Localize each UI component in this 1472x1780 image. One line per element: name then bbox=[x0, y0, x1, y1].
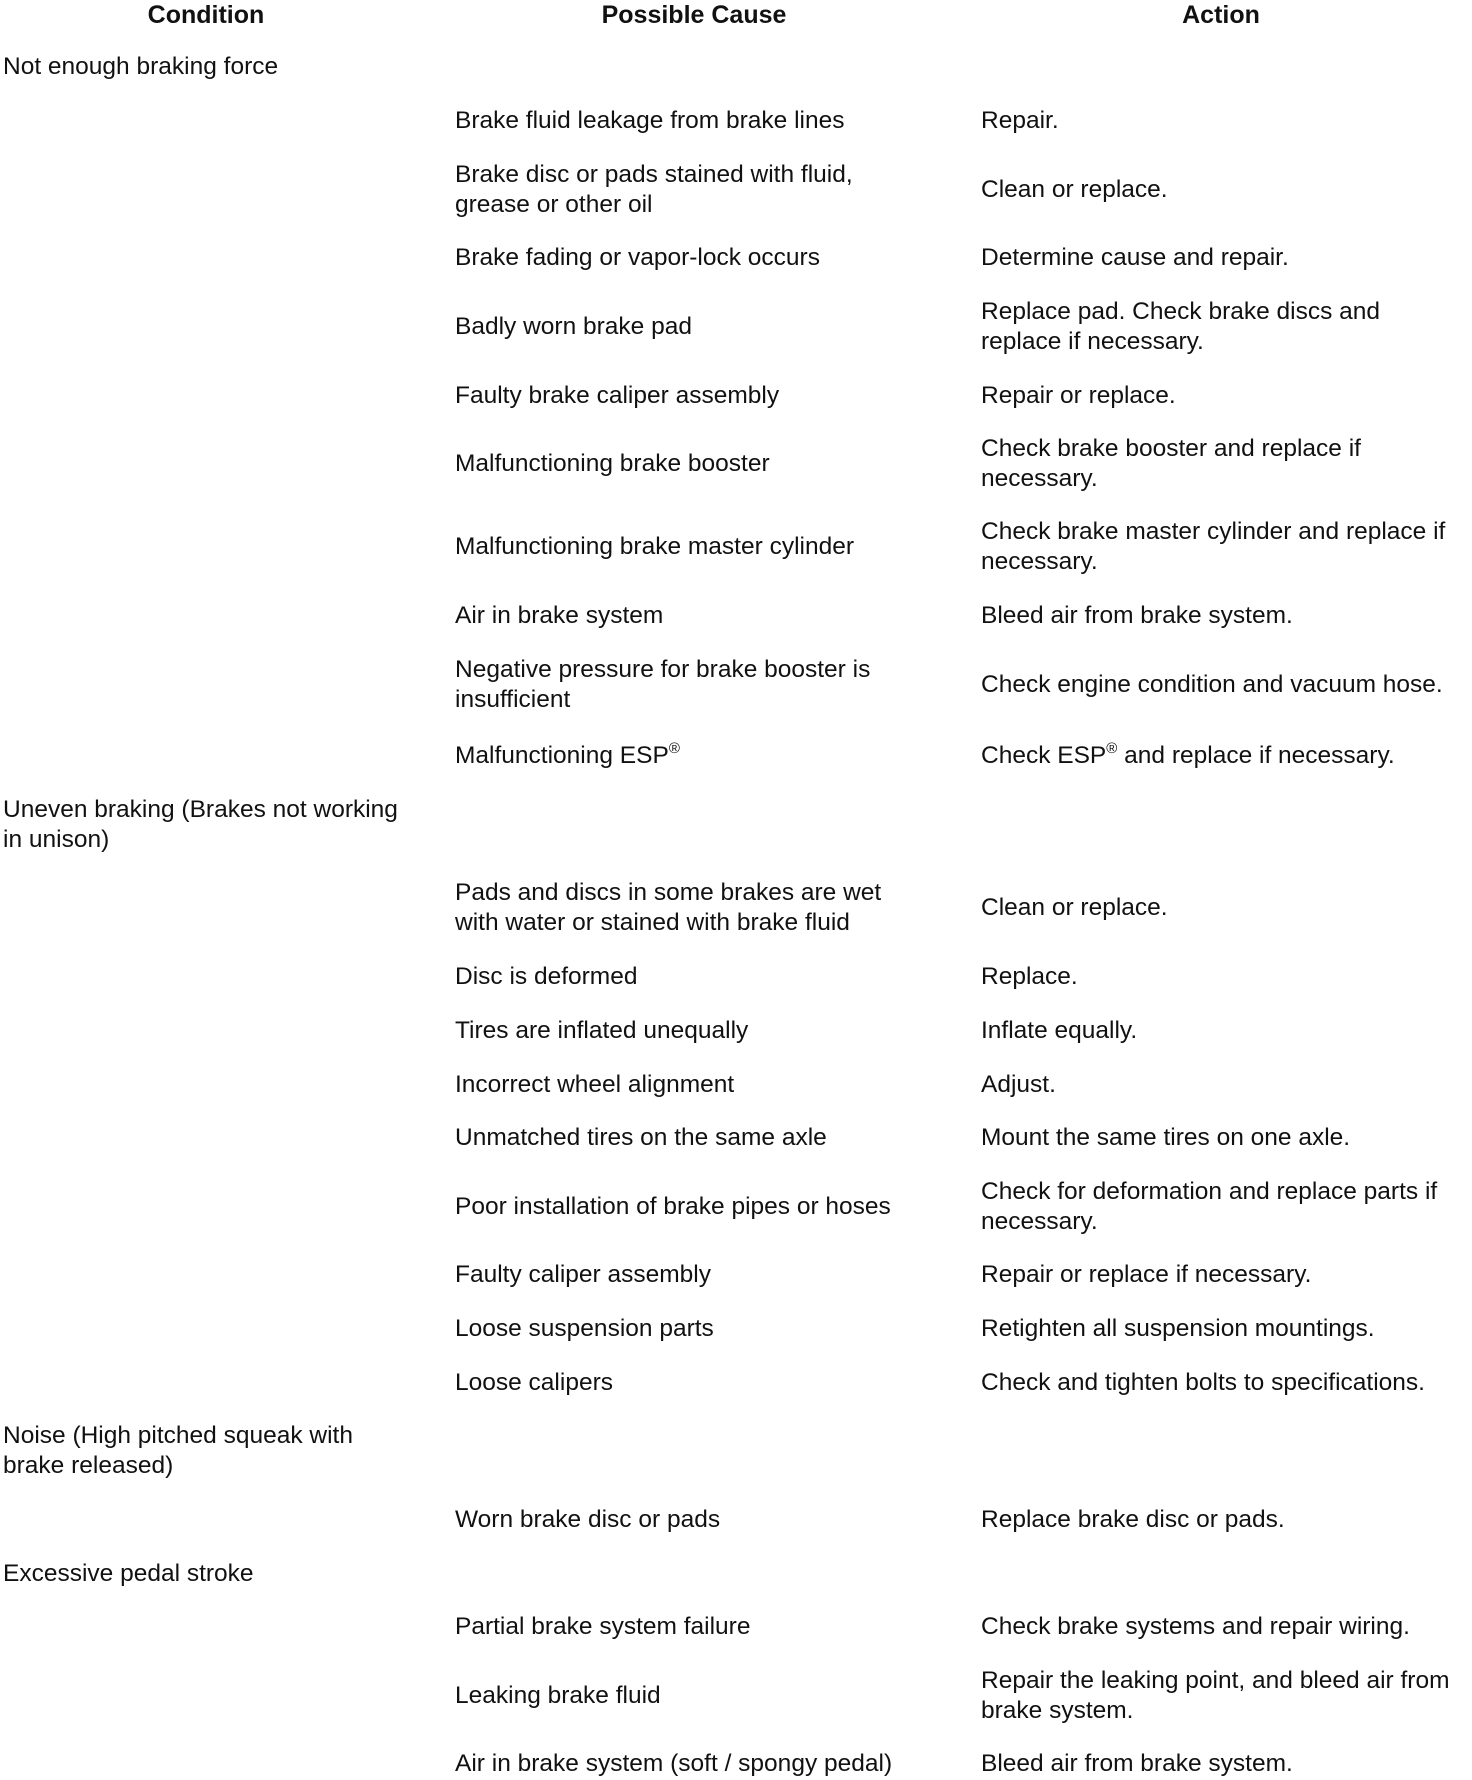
cause-text: Malfunctioning brake master cylinder bbox=[455, 533, 854, 560]
action-text: necessary. bbox=[981, 1208, 1098, 1235]
action-text: Replace brake disc or pads. bbox=[981, 1506, 1285, 1533]
action-text: Inflate equally. bbox=[981, 1017, 1138, 1044]
action-text: Determine cause and repair. bbox=[981, 244, 1289, 271]
cause-text: Loose calipers bbox=[455, 1369, 613, 1396]
action-text: Adjust. bbox=[981, 1071, 1056, 1098]
action-text: brake system. bbox=[981, 1697, 1134, 1724]
registered-mark: ® bbox=[1106, 740, 1118, 757]
cause-text: Negative pressure for brake booster is bbox=[455, 656, 871, 683]
action-text: Clean or replace. bbox=[981, 894, 1168, 921]
cause-text: Incorrect wheel alignment bbox=[455, 1071, 735, 1098]
action-text: necessary. bbox=[981, 465, 1098, 492]
action-text: Bleed air from brake system. bbox=[981, 602, 1293, 629]
action-text: Repair or replace if necessary. bbox=[981, 1261, 1312, 1288]
registered-mark: ® bbox=[668, 740, 680, 757]
action-text: Clean or replace. bbox=[981, 176, 1168, 203]
action-text: necessary. bbox=[981, 548, 1098, 575]
cause-text: Pads and discs in some brakes are wet bbox=[455, 879, 882, 906]
action-text: Check brake master cylinder and replace if bbox=[981, 518, 1446, 545]
header-condition: Condition bbox=[147, 1, 265, 29]
condition-label: Uneven braking (Brakes not working bbox=[3, 796, 398, 823]
action-text: Retighten all suspension mountings. bbox=[981, 1315, 1375, 1342]
cause-text: Worn brake disc or pads bbox=[455, 1506, 721, 1533]
cause-text: Loose suspension parts bbox=[455, 1315, 714, 1342]
cause-text: Brake fluid leakage from brake lines bbox=[455, 107, 845, 134]
action-text: Check ESP® and replace if necessary. bbox=[981, 740, 1395, 769]
cause-text: Partial brake system failure bbox=[455, 1613, 751, 1640]
cause-text: Air in brake system bbox=[455, 602, 664, 629]
cause-text: Brake disc or pads stained with fluid, bbox=[455, 161, 853, 188]
action-text: Repair or replace. bbox=[981, 382, 1176, 409]
condition-label: brake released) bbox=[3, 1452, 174, 1479]
action-text: Check and tighten bolts to specifications. bbox=[981, 1369, 1425, 1396]
cause-text: Disc is deformed bbox=[455, 963, 638, 990]
action-text: Check engine condition and vacuum hose. bbox=[981, 671, 1443, 698]
cause-text: Badly worn brake pad bbox=[455, 313, 692, 340]
action-text: Bleed air from brake system. bbox=[981, 1750, 1293, 1777]
action-text: Repair the leaking point, and bleed air from bbox=[981, 1667, 1450, 1694]
cause-text: Malfunctioning brake booster bbox=[455, 450, 770, 477]
cause-text: Poor installation of brake pipes or hoses bbox=[455, 1193, 891, 1220]
action-text: Repair. bbox=[981, 107, 1059, 134]
cause-text: with water or stained with brake fluid bbox=[455, 909, 850, 936]
action-text: Check for deformation and replace parts if bbox=[981, 1178, 1438, 1205]
condition-label: in unison) bbox=[3, 826, 110, 853]
cause-text: Faulty brake caliper assembly bbox=[455, 382, 780, 409]
action-text: Check brake systems and repair wiring. bbox=[981, 1613, 1410, 1640]
cause-text: Brake fading or vapor-lock occurs bbox=[455, 244, 820, 271]
cause-text: insufficient bbox=[455, 686, 571, 713]
condition-label: Not enough braking force bbox=[3, 53, 279, 80]
header-action: Action bbox=[1182, 1, 1260, 29]
action-text: Replace. bbox=[981, 963, 1078, 990]
header-possible-cause: Possible Cause bbox=[601, 1, 787, 29]
cause-text: Tires are inflated unequally bbox=[455, 1017, 749, 1044]
cause-text: Air in brake system (soft / spongy pedal) bbox=[455, 1750, 893, 1777]
action-text: Mount the same tires on one axle. bbox=[981, 1124, 1351, 1151]
cause-text: grease or other oil bbox=[455, 191, 653, 218]
cause-text: Unmatched tires on the same axle bbox=[455, 1124, 827, 1151]
cause-text: Malfunctioning ESP® bbox=[455, 740, 680, 769]
action-text: Replace pad. Check brake discs and bbox=[981, 298, 1381, 325]
cause-text: Faulty caliper assembly bbox=[455, 1261, 711, 1288]
cause-text: Leaking brake fluid bbox=[455, 1682, 661, 1709]
condition-label: Excessive pedal stroke bbox=[3, 1560, 254, 1587]
action-text: Check brake booster and replace if bbox=[981, 435, 1361, 462]
condition-label: Noise (High pitched squeak with bbox=[3, 1422, 353, 1449]
action-text: replace if necessary. bbox=[981, 328, 1204, 355]
